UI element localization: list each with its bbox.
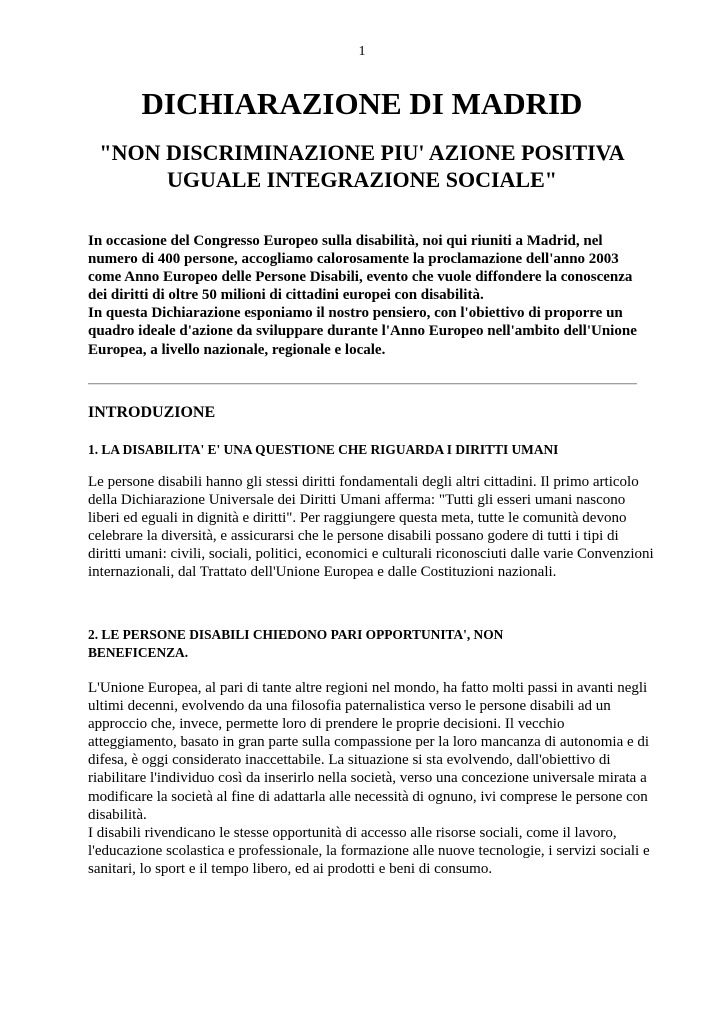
text-line: Le persone disabili hanno gli stessi diritti fondamentali degli altri cittadini. Il primo articolo	[88, 474, 639, 490]
introduction-heading: INTRODUZIONE	[88, 404, 216, 421]
text-line: internazionali, dal Trattato dell'Unione Europea e dalle Costituzioni nazionali.	[88, 564, 557, 581]
text-line: l'educazione scolastica e professionale, la formazione alle nuove tecnologie, i servizi sociali e	[88, 842, 650, 859]
section-2-heading	[88, 626, 503, 662]
heading-line: 2. LE PERSONE DISABILI CHIEDONO PARI OPPORTUNITA', NON	[88, 627, 504, 642]
text-line: In occasione del Congresso Europeo sulla disabilità, noi qui riuniti a Madrid, nel	[88, 233, 603, 249]
text-line: liberi ed eguali in dignità e diritti". Per raggiungere questa meta, tutte le comunità devono	[88, 510, 627, 527]
section-1-body	[88, 473, 688, 582]
document-subtitle	[0, 139, 724, 193]
text-line: ultimi decenni, evolvendo da una filosofia paternalistica verso le persone disabili ad un	[88, 698, 611, 715]
section-1-heading	[88, 441, 558, 459]
section-2-body	[88, 679, 688, 878]
text-line: modificare la società al fine di adattarla alle necessità di ognuno, ivi comprese le persone con	[88, 788, 648, 805]
text-line: come Anno Europeo delle Persone Disabili, evento che vuole diffondere la conoscenza	[88, 269, 633, 286]
text-line: approccio che, invece, permette loro di prendere le proprie decisioni. Il vecchio	[88, 716, 565, 733]
subtitle-line: "NON DISCRIMINAZIONE PIU' AZIONE POSITIVA	[99, 140, 625, 165]
text-line: disabilità.	[88, 806, 147, 823]
text-line: diritti umani: civili, sociali, politici, economici e culturali riconosciuti dalle varie Convenzioni	[88, 546, 654, 563]
text-line: della Dichiarazione Universale dei Diritti Umani afferma: "Tutti gli esseri umani nascono	[88, 492, 626, 509]
subtitle-line: UGUALE INTEGRAZIONE SOCIALE"	[167, 167, 557, 192]
text-line: Europea, a livello nazionale, regionale e locale.	[88, 341, 386, 358]
text-line: numero di 400 persone, accogliamo calorosamente la proclamazione dell'anno 2003	[88, 251, 619, 268]
text-line: sanitari, lo sport e il tempo libero, ed ai prodotti e beni di consumo.	[88, 860, 493, 877]
horizontal-divider	[88, 383, 637, 385]
page-number: 1	[358, 44, 366, 59]
text-line: atteggiamento, basato in gran parte sulla compassione per la loro mancanza di autonomia e di	[88, 734, 650, 751]
text-line: quadro ideale d'azione da sviluppare durante l'Anno Europeo nell'ambito dell'Unione	[88, 323, 637, 340]
heading-line: 1. LA DISABILITA' E' UNA QUESTIONE CHE RIGUARDA I DIRITTI UMANI	[88, 442, 559, 457]
text-line: L'Unione Europea, al pari di tante altre regioni nel mondo, ha fatto molti passi in avanti negli	[88, 680, 648, 696]
text-line: difesa, è oggi considerato inaccettabile. La situazione si sta evolvendo, dall'obiettivo di	[88, 752, 611, 769]
text-line: celebrare la diversità, e assicurarsi che le persone disabili possano godere di tutti i tipi di	[88, 528, 619, 545]
text-line: I disabili rivendicano le stesse opportunità di accesso alle risorse sociali, come il lavoro,	[88, 824, 617, 841]
heading-line: BENEFICENZA.	[88, 645, 189, 660]
document-title: DICHIARAZIONE DI MADRID	[141, 86, 583, 121]
text-line: riabilitare l'individuo così da inserirlo nella società, verso una concezione universale mirata a	[88, 770, 647, 787]
preamble-paragraph	[88, 232, 688, 359]
text-line: dei diritti di oltre 50 milioni di cittadini europei con disabilità.	[88, 287, 484, 304]
text-line: In questa Dichiarazione esponiamo il nostro pensiero, con l'obiettivo di proporre un	[88, 305, 623, 322]
